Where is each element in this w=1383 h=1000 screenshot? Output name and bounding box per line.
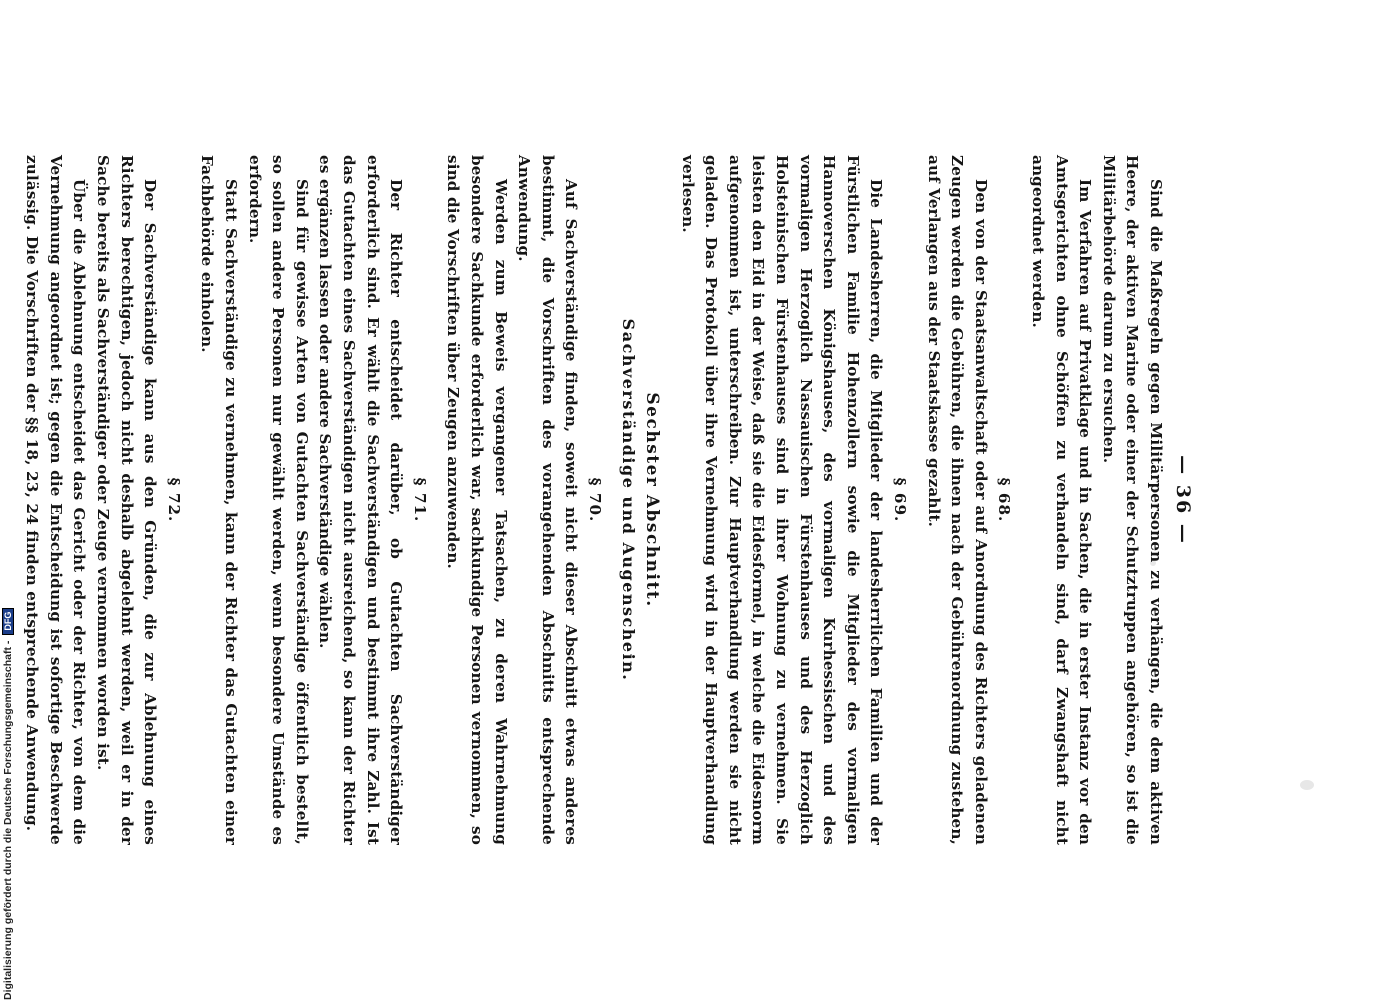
chapter-subheading: Sachverständige und Augenschein. <box>618 318 638 682</box>
paragraph: Der Richter entscheidet darüber, ob Gutachten Sachverständiger erforderlich sind. Er wählt die Sachverständigen und bestimmt ihre Zahl. Ist das Gutachten eines Sachverständigen nicht ausreichend, so kann der Richter es ergänzen lassen oder andere Sachverständige wählen. <box>316 155 406 845</box>
paragraph: Der Sachverständige kann aus den Gründen, die zur Ablehnung eines Richters berechtigen, jedoch nicht deshalb abgelehnt werden, weil er in der Sache bereits als Sachverständiger oder Zeuge vernommen worden ist. <box>94 155 160 845</box>
section-number: § 72. <box>164 477 183 523</box>
section-number: § 68. <box>995 477 1014 523</box>
section-number: § 70. <box>585 477 604 523</box>
scan-spot <box>1300 780 1314 790</box>
sidebar-credit <box>2 608 14 1000</box>
paragraph: Die Landesherren, die Mitglieder der landesherrlichen Familien und der Fürstlichen Familie Hohenzollern sowie die Mitglieder des vormaligen Hannoverschen Königshauses, des vormaligen Kurhessischen und des vormaligen Herzoglich Nassauischen Fürstenhauses und des Herzoglich Holsteinischen Fürstenhauses sind in ihrer Wohnung zu vernehmen. Sie leisten den Eid in der Weise, daß sie die Eidesformel, in welche die Eidesnorm aufgenommen ist, unterschreiben. Zur Hauptverhandlung werden sie nicht geladen. Das Protokoll über ihre Vernehmung wird in der Hauptverhandlung verlesen. <box>678 155 886 845</box>
page-number: — 36 — <box>1172 455 1194 545</box>
digitization-sidebar <box>0 0 18 1000</box>
dfg-logo: DFG <box>2 608 14 635</box>
paragraph: Werden zum Beweis vergangener Tatsachen, zu deren Wahrnehmung besondere Sachkunde erforderlich war, sachkundige Personen vernommen, so sind die Vorschriften über Zeugen anzuwenden. <box>444 155 510 845</box>
paragraph: Im Verfahren auf Privatklage und in Sachen, die in erster Instanz vor den Amtsgerichten ohne Schöffen zu verhandeln sind, darf Zwangshaft nicht angeordnet werden. <box>1029 155 1095 845</box>
paragraph: Auf Sachverständige finden, soweit nicht dieser Abschnitt etwas anderes bestimmt, die Vorschriften des vorangehenden Abschnitts entsprechende Anwendung. <box>515 155 581 845</box>
paragraph: Statt Sachverständige zu vernehmen, kann der Richter das Gutachten einer Fachbehörde einholen. <box>198 155 241 845</box>
paragraph: Den von der Staatsanwaltschaft oder auf Anordnung des Richters geladenen Zeugen werden die Gebühren, die ihnen nach der Gebührenordnung zustehen, auf Verlangen aus der Staatskasse gezahlt. <box>924 155 990 845</box>
section-number: § 71. <box>410 477 429 523</box>
paragraph: Über die Ablehnung entscheidet das Gericht oder der Richter, von dem die Vernehmung angeordnet ist; gegen die Entscheidung ist sofortige Beschwerde zulässig. Die Vorschriften der §§ 18, 23, 24 finden entsprechende Anwendung. <box>23 155 89 845</box>
chapter-heading: Sechster Abschnitt. <box>642 392 663 608</box>
section-number: § 69. <box>891 477 910 523</box>
paragraph: Sind die Maßregeln gegen Militärpersonen zu verhängen, die dem aktiven Heere, der aktiven Marine oder einer der Schutztruppen angehören, so ist die Militärbehörde darum zu ersuchen. <box>1099 155 1165 845</box>
rotated-text-region <box>23 155 1195 845</box>
funding-notice: Digitalisierung gefördert durch die Deutsche Forschungsgemeinschaft - <box>2 640 14 1000</box>
paragraph: Sind für gewisse Arten von Gutachten Sachverständige öffentlich bestellt, so sollen andere Personen nur gewählt werden, wenn besondere Umstände es erfordern. <box>245 155 311 845</box>
text-block <box>20 155 1195 845</box>
